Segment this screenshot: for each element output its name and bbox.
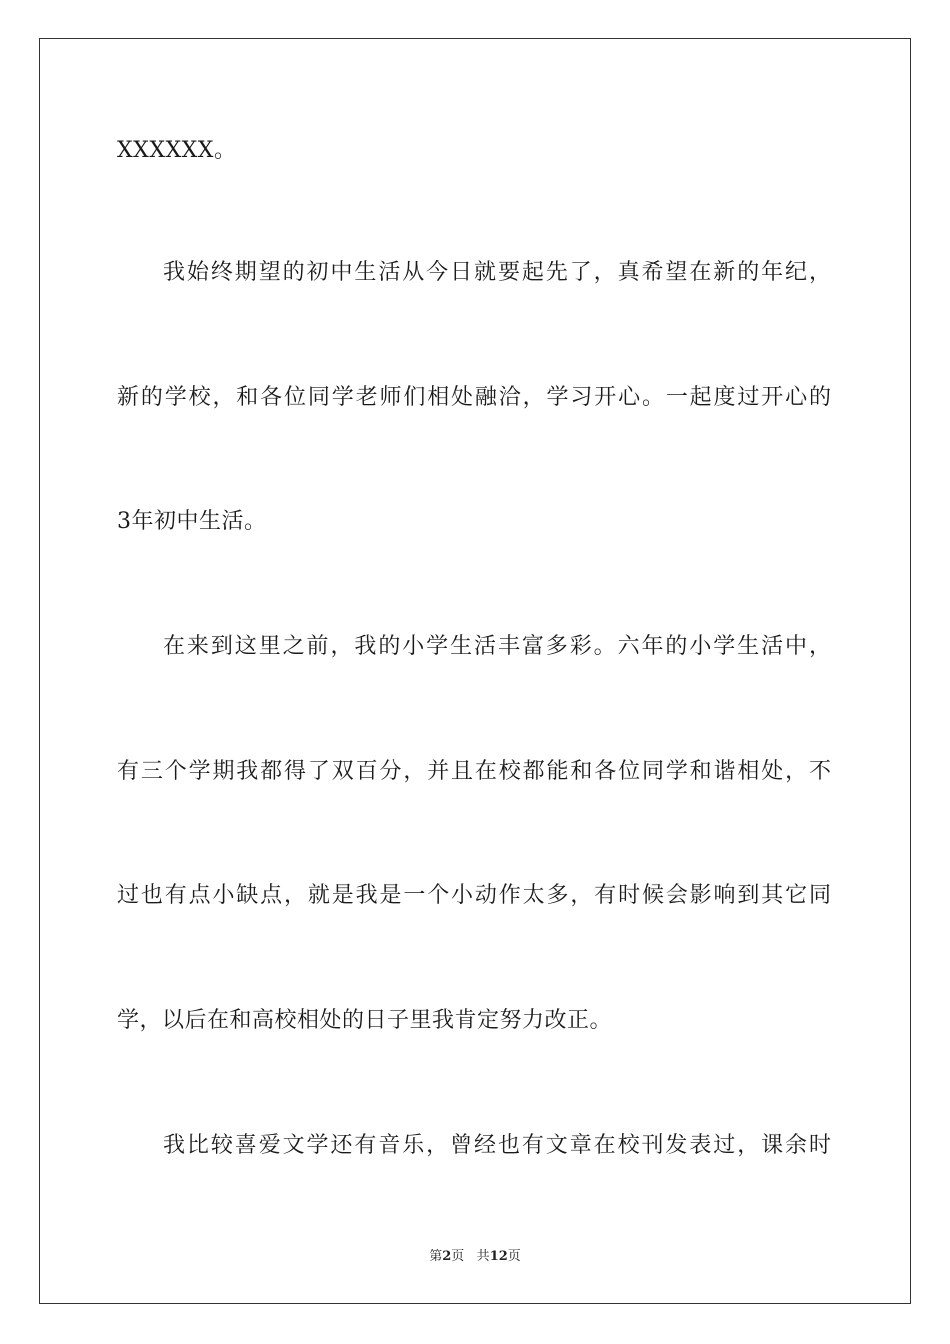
page-border [39, 38, 911, 1304]
page-number-suffix: 页 [451, 1249, 465, 1264]
paragraph-line-6: 有三个学期我都得了双百分，并且在校都能和各位同学和谐相处，不 [117, 759, 831, 784]
paragraph-line-7: 过也有点小缺点，就是我是一个小动作太多，有时候会影响到其它同 [117, 883, 831, 908]
total-pages-prefix: 共 [476, 1249, 490, 1264]
page-footer [0, 1248, 950, 1266]
paragraph-line-5: 在来到这里之前，我的小学生活丰富多彩。六年的小学生活中， [163, 634, 831, 659]
total-pages-number: 12 [489, 1249, 508, 1264]
total-pages-suffix: 页 [507, 1249, 521, 1264]
page-number-prefix: 第 [429, 1249, 443, 1264]
paragraph-line-1: XXXXXX。 [117, 138, 237, 163]
paragraph-line-8: 学，以后在和高校相处的日子里我肯定努力改正。 [117, 1008, 613, 1033]
current-page-number: 2 [442, 1249, 452, 1264]
paragraph-line-3: 新的学校，和各位同学老师们相处融洽，学习开心。一起度过开心的 [117, 385, 831, 410]
paragraph-line-9: 我比较喜爱文学还有音乐，曾经也有文章在校刊发表过，课余时 [163, 1133, 831, 1158]
paragraph-line-4: 3年初中生活。 [117, 509, 267, 534]
paragraph-line-2: 我始终期望的初中生活从今日就要起先了，真希望在新的年纪， [163, 260, 831, 285]
